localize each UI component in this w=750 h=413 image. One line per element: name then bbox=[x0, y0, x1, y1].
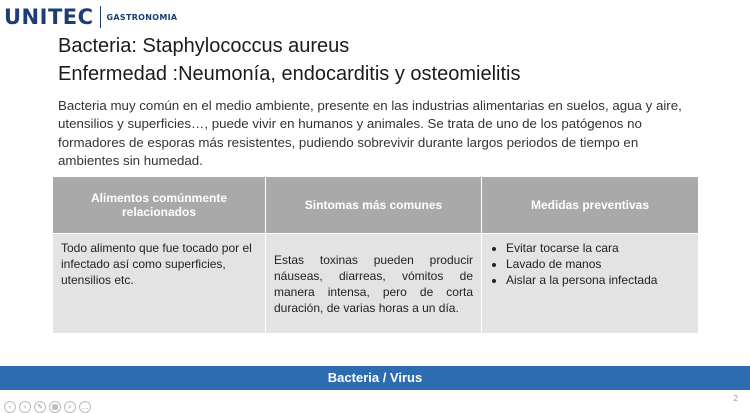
table-row bbox=[53, 234, 699, 334]
disease-title bbox=[58, 63, 520, 86]
footer-bar: Bacteria / Virus bbox=[0, 366, 750, 390]
disease-label: Enfermedad : bbox=[58, 63, 179, 85]
slides-icon[interactable]: ▦ bbox=[49, 401, 61, 413]
measure-item: • Lavado de manos bbox=[506, 256, 690, 272]
header-foods: Alimentos comúnmente relacionados bbox=[53, 177, 266, 234]
disease-name: Neumonía, endocarditis y osteomielitis bbox=[178, 63, 521, 85]
logo-divider bbox=[100, 6, 101, 28]
description-text: Bacteria muy común en el medio ambiente, presente en las industrias alimentarias en suelos, agua y aire, utensilios y superficies…, puede vivir en humanos y animales. Se trata de uno de los patógenos no formadores de esporas más resistentes, pudiendo sobrevivir durante largos periodos de tiempo en ambientes sin humedad. bbox=[58, 98, 682, 168]
bacteria-label: Bacteria: bbox=[58, 35, 137, 57]
slideshow-controls bbox=[4, 401, 91, 413]
logo-main-text: UNITEC bbox=[4, 5, 94, 29]
unitec-logo bbox=[4, 5, 177, 29]
page-number: 2 bbox=[733, 394, 738, 403]
pen-icon[interactable]: ✎ bbox=[34, 401, 46, 413]
header-symptoms: Sintomas más comunes bbox=[266, 177, 482, 234]
measure-item: • Aislar a la persona infectada bbox=[506, 272, 690, 288]
more-icon[interactable]: … bbox=[79, 401, 91, 413]
measures-cell bbox=[482, 234, 699, 334]
table-header-row bbox=[53, 177, 699, 234]
symptoms-cell: Estas toxinas pueden producir náuseas, diarreas, vómitos de manera intensa, pero de corta duración, de varias horas a un día. bbox=[266, 234, 482, 334]
zoom-icon[interactable]: ⌕ bbox=[64, 401, 76, 413]
measures-list bbox=[490, 240, 690, 288]
info-table bbox=[52, 176, 699, 334]
header-measures: Medidas preventivas bbox=[482, 177, 699, 234]
measure-item: • Evitar tocarse la cara bbox=[506, 240, 690, 256]
logo-sub-text: GASTRONOMIA bbox=[106, 12, 178, 22]
prev-icon[interactable]: ‹ bbox=[4, 401, 16, 413]
bacteria-title bbox=[58, 35, 349, 58]
bacteria-name: Staphylococcus aureus bbox=[142, 35, 350, 57]
foods-cell: Todo alimento que fue tocado por el infectado así como superficies, utensilios etc. bbox=[53, 234, 266, 334]
next-icon[interactable]: › bbox=[19, 401, 31, 413]
